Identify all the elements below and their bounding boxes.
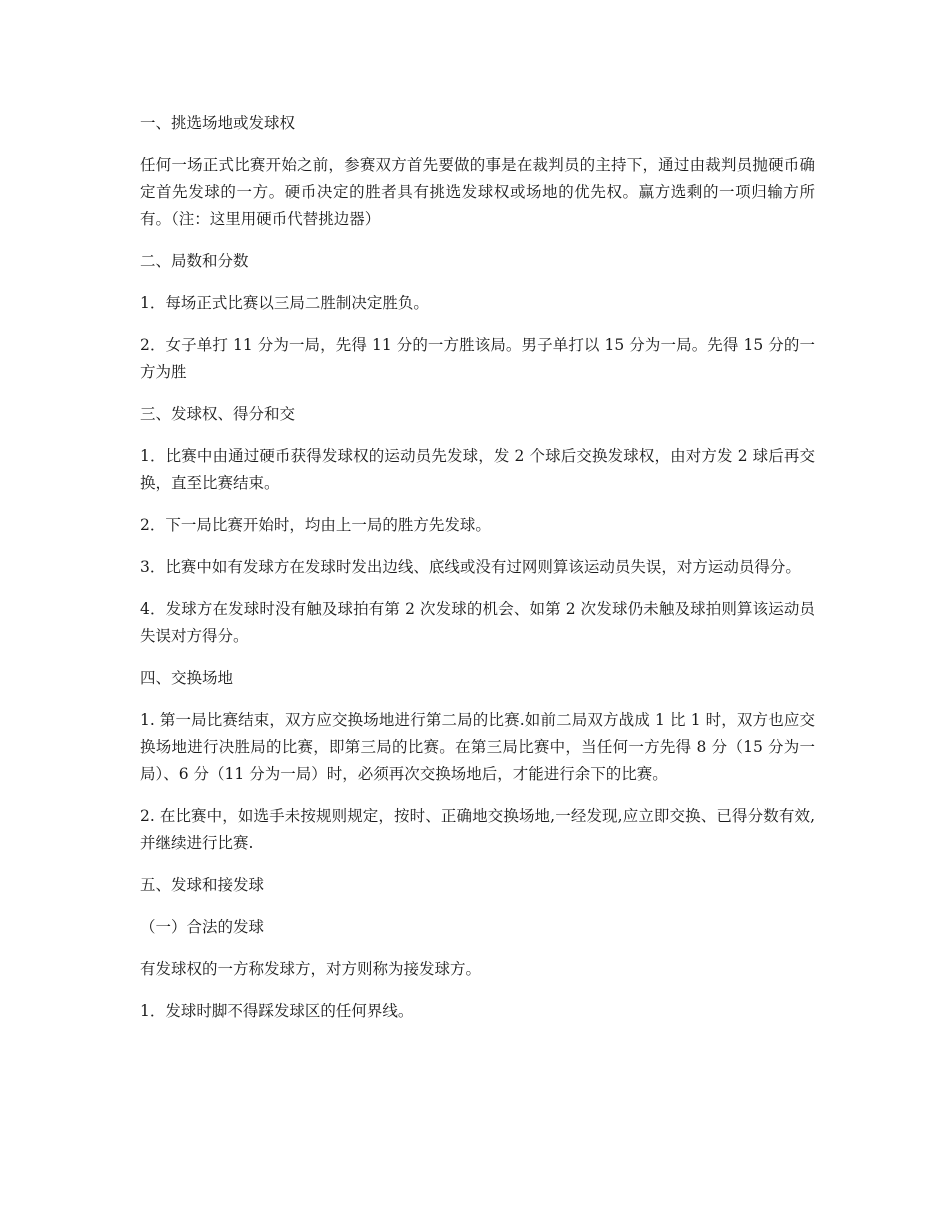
paragraph: 2．下一局比赛开始时，均由上一局的胜方先发球。 (140, 516, 491, 534)
section-heading-1: 一、挑选场地或发球权 (140, 114, 296, 132)
paragraph: 1．每场正式比赛以三局二胜制决定胜负。 (140, 294, 429, 312)
paragraph: 任何一场正式比赛开始之前，参赛双方首先要做的事是在裁判员的主持下，通过由裁判员抛硬币确定首先发球的一方。硬币决定的胜者具有挑选发球权或场地的优先权。赢方选剩的一项归输方所有。（注：这里用硬币代替挑边器） (140, 156, 815, 228)
paragraph: 2．女子单打 11 分为一局，先得 11 分的一方胜该局。男子单打以 15 分为一局。先得 15 分的一方为胜 (140, 336, 815, 381)
paragraph: 1. 第一局比赛结束，双方应交换场地进行第二局的比赛.如前二局双方战成 1 比 1 时，双方也应交换场地进行决胜局的比赛，即第三局的比赛。在第三局比赛中，当任何一方先得 8 分（15 分为一局）、6 分（11 分为一局）时，必须再次交换场地后，才能进行余下的比赛。 (140, 711, 815, 783)
section-heading-3: 三、发球权、得分和交 (140, 405, 296, 423)
paragraph: 有发球权的一方称发球方，对方则称为接发球方。 (140, 960, 482, 978)
paragraph: 2. 在比赛中，如选手未按规则规定，按时、正确地交换场地,一经发现,应立即交换、已得分数有效,并继续进行比赛. (140, 807, 815, 852)
paragraph: 3．比赛中如有发球方在发球时发出边线、底线或没有过网则算该运动员失误，对方运动员得分。 (140, 558, 801, 576)
paragraph: 4．发球方在发球时没有触及球拍有第 2 次发球的机会、如第 2 次发球仍未触及球拍则算该运动员失误对方得分。 (140, 600, 815, 645)
section-heading-5: 五、发球和接发球 (140, 876, 265, 894)
paragraph: 1．比赛中由通过硬币获得发球权的运动员先发球，发 2 个球后交换发球权，由对方发 2 球后再交换，直至比赛结束。 (140, 447, 815, 492)
document-body (140, 110, 815, 1040)
paragraph: 1．发球时脚不得踩发球区的任何界线。 (140, 1002, 414, 1020)
section-heading-2: 二、局数和分数 (140, 252, 249, 270)
section-heading-4: 四、交换场地 (140, 669, 234, 687)
subsection-heading: （一）合法的发球 (140, 918, 265, 936)
